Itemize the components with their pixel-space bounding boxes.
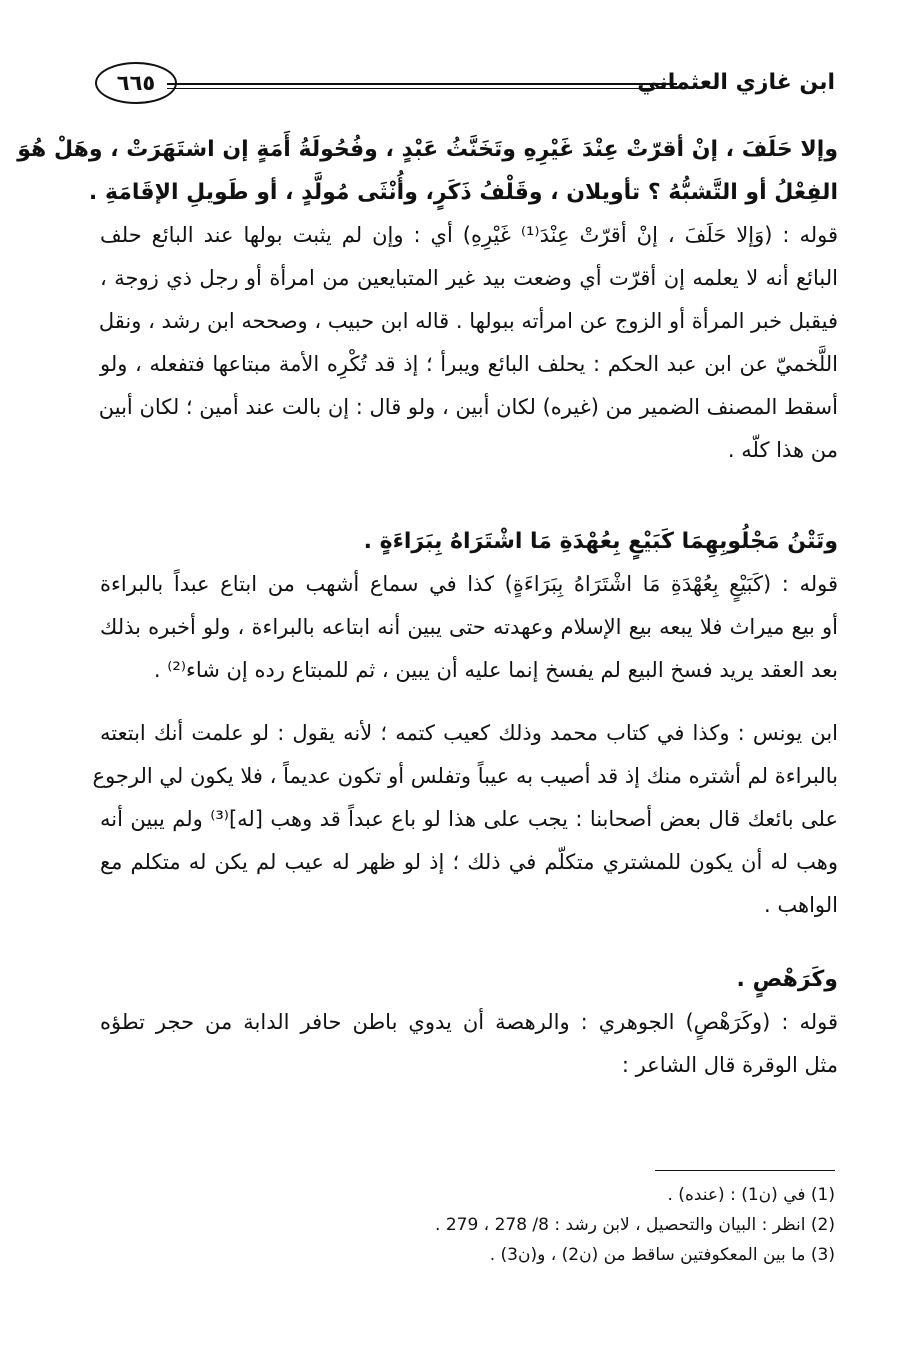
commentary-line: أسقط المصنف الضمير من (غيره) لكان أبين ، ولو قال : إن بالت عند أمين ؛ لكان أبين: [98, 395, 838, 419]
footnote: (3) ما بين المعكوفتين ساقط من (ن2) ، و(ن3) .: [489, 1245, 835, 1265]
text-block-3: [92, 712, 838, 927]
commentary-line: الواهب .: [764, 893, 838, 917]
commentary-line: أو بيع ميراث فلا يبعه بيع الإسلام وعهدته حتى يبين أنه ابتاعه بالبراءة ، ولو أخبره بذلك: [100, 615, 838, 639]
commentary-line: على بائعك قال بعض أصحابنا : يجب على هذا لو باع عبداً قد وهب [له]⁽³⁾ ولم يبين أنه: [100, 807, 838, 831]
page-header: [95, 50, 835, 110]
footnote: (1) في (ن1) : (عنده) .: [667, 1185, 835, 1205]
commentary-line: وهب له أن يكون للمشتري متكلّم في ذلك ؛ إذ لو ظهر له عيب لم يكن له متكلم مع: [100, 850, 838, 874]
commentary-line: بعد العقد يريد فسخ البيع لم يفسخ إنما عليه أن يبين ، ثم للمبتاع رده إن شاء⁽²⁾ .: [153, 658, 838, 682]
footnote: (2) انظر : البيان والتحصيل ، لابن رشد : 8/ 278 ، 279 .: [435, 1215, 835, 1235]
running-head: ابن غازي العثماني: [637, 70, 835, 95]
commentary-line: قوله : (وَإلا حَلَفَ ، إنْ أقرّتْ عِنْدَ⁽¹⁾ غَيْرِهِ) أي : وإن لم يثبت بولها عند البائع حلف: [100, 223, 838, 247]
commentary-line: قوله : (وكَرَهْصٍ) الجوهري : والرهصة أن يدوي باطن حافر الدابة من حجر تطؤه: [100, 1010, 838, 1034]
text-block-4: [100, 958, 838, 1087]
footnote-rule: [655, 1170, 835, 1171]
matn-line: وكَرَهْصٍ .: [736, 967, 838, 992]
commentary-line: مثل الوقرة قال الشاعر :: [621, 1053, 838, 1077]
text-block-1: [17, 128, 838, 472]
footnotes: [300, 1180, 835, 1270]
commentary-line: فيقبل خبر المرأة أو الزوج عن امرأته ببولها . قاله ابن حبيب ، وصححه ابن رشد ، ونقل: [98, 309, 838, 333]
commentary-line: من هذا كلّه .: [727, 438, 838, 462]
page-number: ٦٦٥: [95, 62, 177, 104]
commentary-line: بالبراءة لم أشتره منك إذ قد أصيب به عيباً وتفلس أو تكون عديماً ، فلا يكون لي الرجوع: [92, 764, 838, 788]
header-rule: [167, 83, 677, 89]
matn-line: وتَتْنُ مَجْلُوبِهِمَا كَبَيْعٍ بِعُهْدَةِ مَا اشْتَرَاهُ بِبَرَاءَةٍ .: [363, 529, 838, 554]
text-block-2: [100, 520, 838, 692]
matn-line: وإلا حَلَفَ ، إنْ أقرّتْ عِنْدَ غَيْرِهِ وتَخَنَّثُ عَبْدٍ ، وفُحُولَةُ أَمَةٍ إن اشتَهَرَتْ ، وهَلْ هُوَ: [17, 137, 838, 162]
commentary-line: البائع أنه لا يعلمه إن أقرّت أي وضعت بيد غير المتبايعين من امرأة أو رجل ذي زوجة ،: [100, 266, 838, 290]
commentary-line: قوله : (كَبَيْعٍ بِعُهْدَةِ مَا اشْتَرَاهُ بِبَرَاءَةٍ) كذا في سماع أشهب من ابتاع عبداً بالبراءة: [100, 572, 838, 596]
matn-line: الفِعْلُ أو التَّشبُّهُ ؟ تأويلان ، وقَلْفُ ذَكَرٍ، وأُنْثَى مُولَّدٍ ، أو طَويلِ الإقَامَةِ .: [88, 180, 838, 205]
commentary-line: اللَّخميّ عن ابن عبد الحكم : يحلف البائع ويبرأ ؛ إذ قد تُكْرِه الأمة مبتاعها فتفعله ، ولو: [100, 352, 838, 376]
commentary-line: ابن يونس : وكذا في كتاب محمد وذلك كعيب كتمه ؛ لأنه يقول : لو علمت أنك ابتعته: [100, 721, 838, 745]
